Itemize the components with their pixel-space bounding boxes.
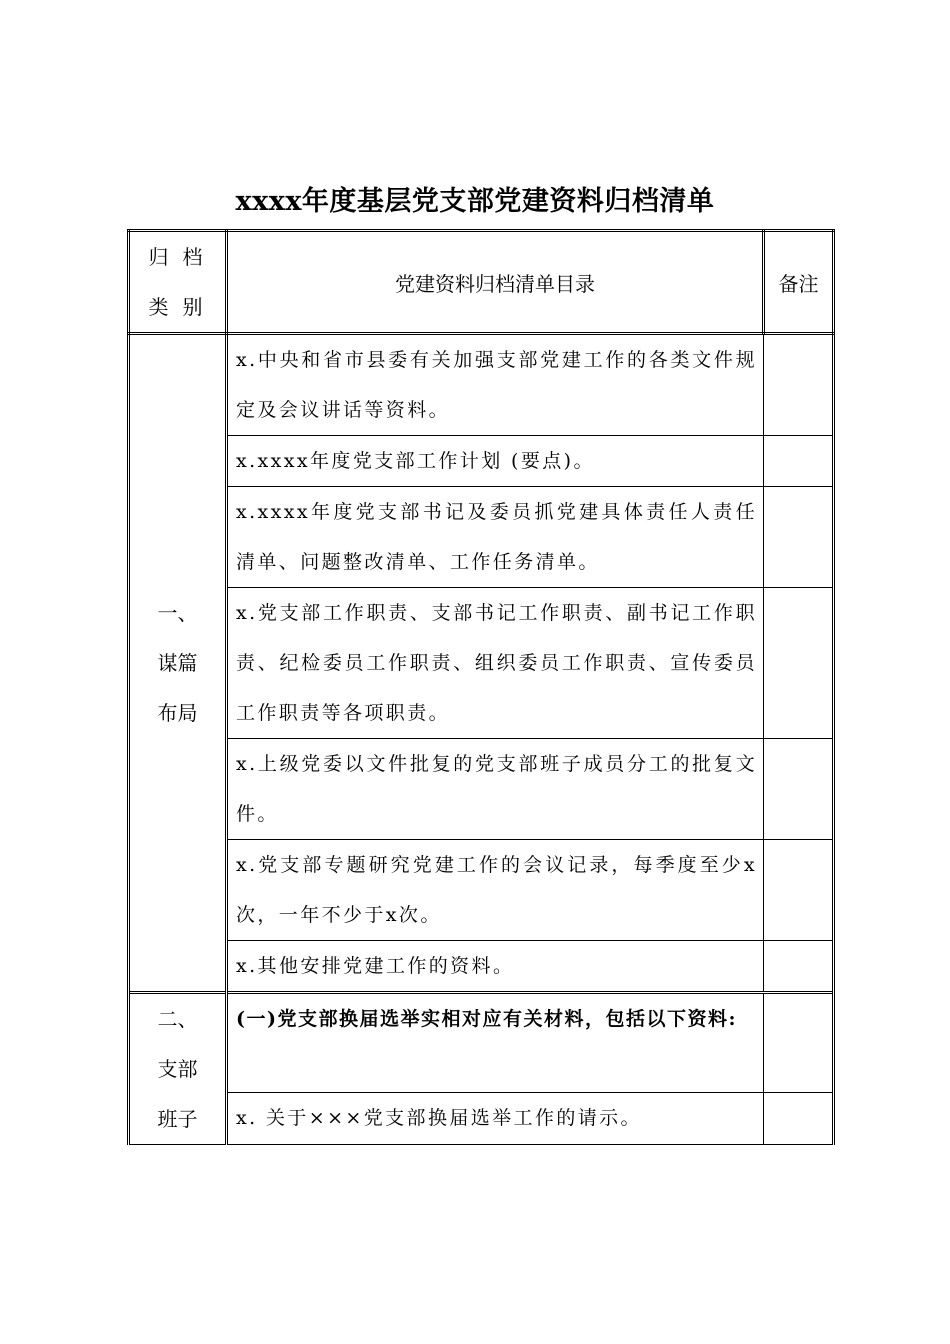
remark-cell: [764, 840, 834, 941]
section-2-label-line3: 班子: [157, 1107, 198, 1131]
header-content: 党建资料归档清单目录: [227, 231, 764, 334]
remark-cell: [764, 993, 834, 1093]
remark-cell: [764, 487, 834, 588]
table-row: [129, 588, 834, 739]
header-remark: 备注: [764, 231, 834, 334]
table-header-row: [129, 231, 834, 334]
section-2-category: [129, 993, 227, 1145]
table-row: [129, 1093, 834, 1145]
section-1-item-4: x.党支部工作职责、支部书记工作职责、副书记工作职责、纪检委员工作职责、组织委员工作职责、宣传委员工作职责等各项职责。: [227, 588, 764, 739]
section-2-label-line2: 支部: [157, 1057, 198, 1081]
section-1-label-line1: 一、: [157, 601, 198, 625]
remark-cell: [764, 588, 834, 739]
remark-cell: [764, 941, 834, 993]
section-1-label-line2: 谋篇: [157, 651, 198, 675]
remark-cell: [764, 436, 834, 487]
section-1-item-6: x.党支部专题研究党建工作的会议记录，每季度至少x次，一年不少于x次。: [227, 840, 764, 941]
remark-cell: [764, 1093, 834, 1145]
document-title: xxxx年度基层党支部党建资料归档清单: [235, 186, 715, 217]
remark-cell: [764, 334, 834, 436]
section-1-item-1: x.中央和省市县委有关加强支部党建工作的各类文件规定及会议讲话等资料。: [227, 334, 764, 436]
archive-checklist-table: [127, 229, 835, 1145]
table-row: [129, 334, 834, 436]
header-category-line2: 类别: [148, 295, 217, 319]
table-row: [129, 993, 834, 1093]
table-row: [129, 941, 834, 993]
table-row: [129, 739, 834, 840]
header-category: [129, 231, 227, 334]
section-1-label-line3: 布局: [157, 701, 198, 725]
section-2-item-1: x. 关于×××党支部换届选举工作的请示。: [227, 1093, 764, 1145]
section-2-subheading: (一)党支部换届选举实相对应有关材料，包括以下资料:: [227, 993, 764, 1093]
section-1-item-5: x.上级党委以文件批复的党支部班子成员分工的批复文件。: [227, 739, 764, 840]
section-1-item-2: x.xxxx年度党支部工作计划 (要点)。: [227, 436, 764, 487]
table-row: [129, 840, 834, 941]
remark-cell: [764, 739, 834, 840]
table-row: [129, 487, 834, 588]
header-category-line1: 归档: [148, 245, 217, 269]
section-1-item-3: x.xxxx年度党支部书记及委员抓党建具体责任人责任清单、问题整改清单、工作任务清单。: [227, 487, 764, 588]
table-row: [129, 436, 834, 487]
section-1-item-7: x.其他安排党建工作的资料。: [227, 941, 764, 993]
section-2-label-line1: 二、: [157, 1007, 198, 1031]
section-1-category: [129, 334, 227, 993]
